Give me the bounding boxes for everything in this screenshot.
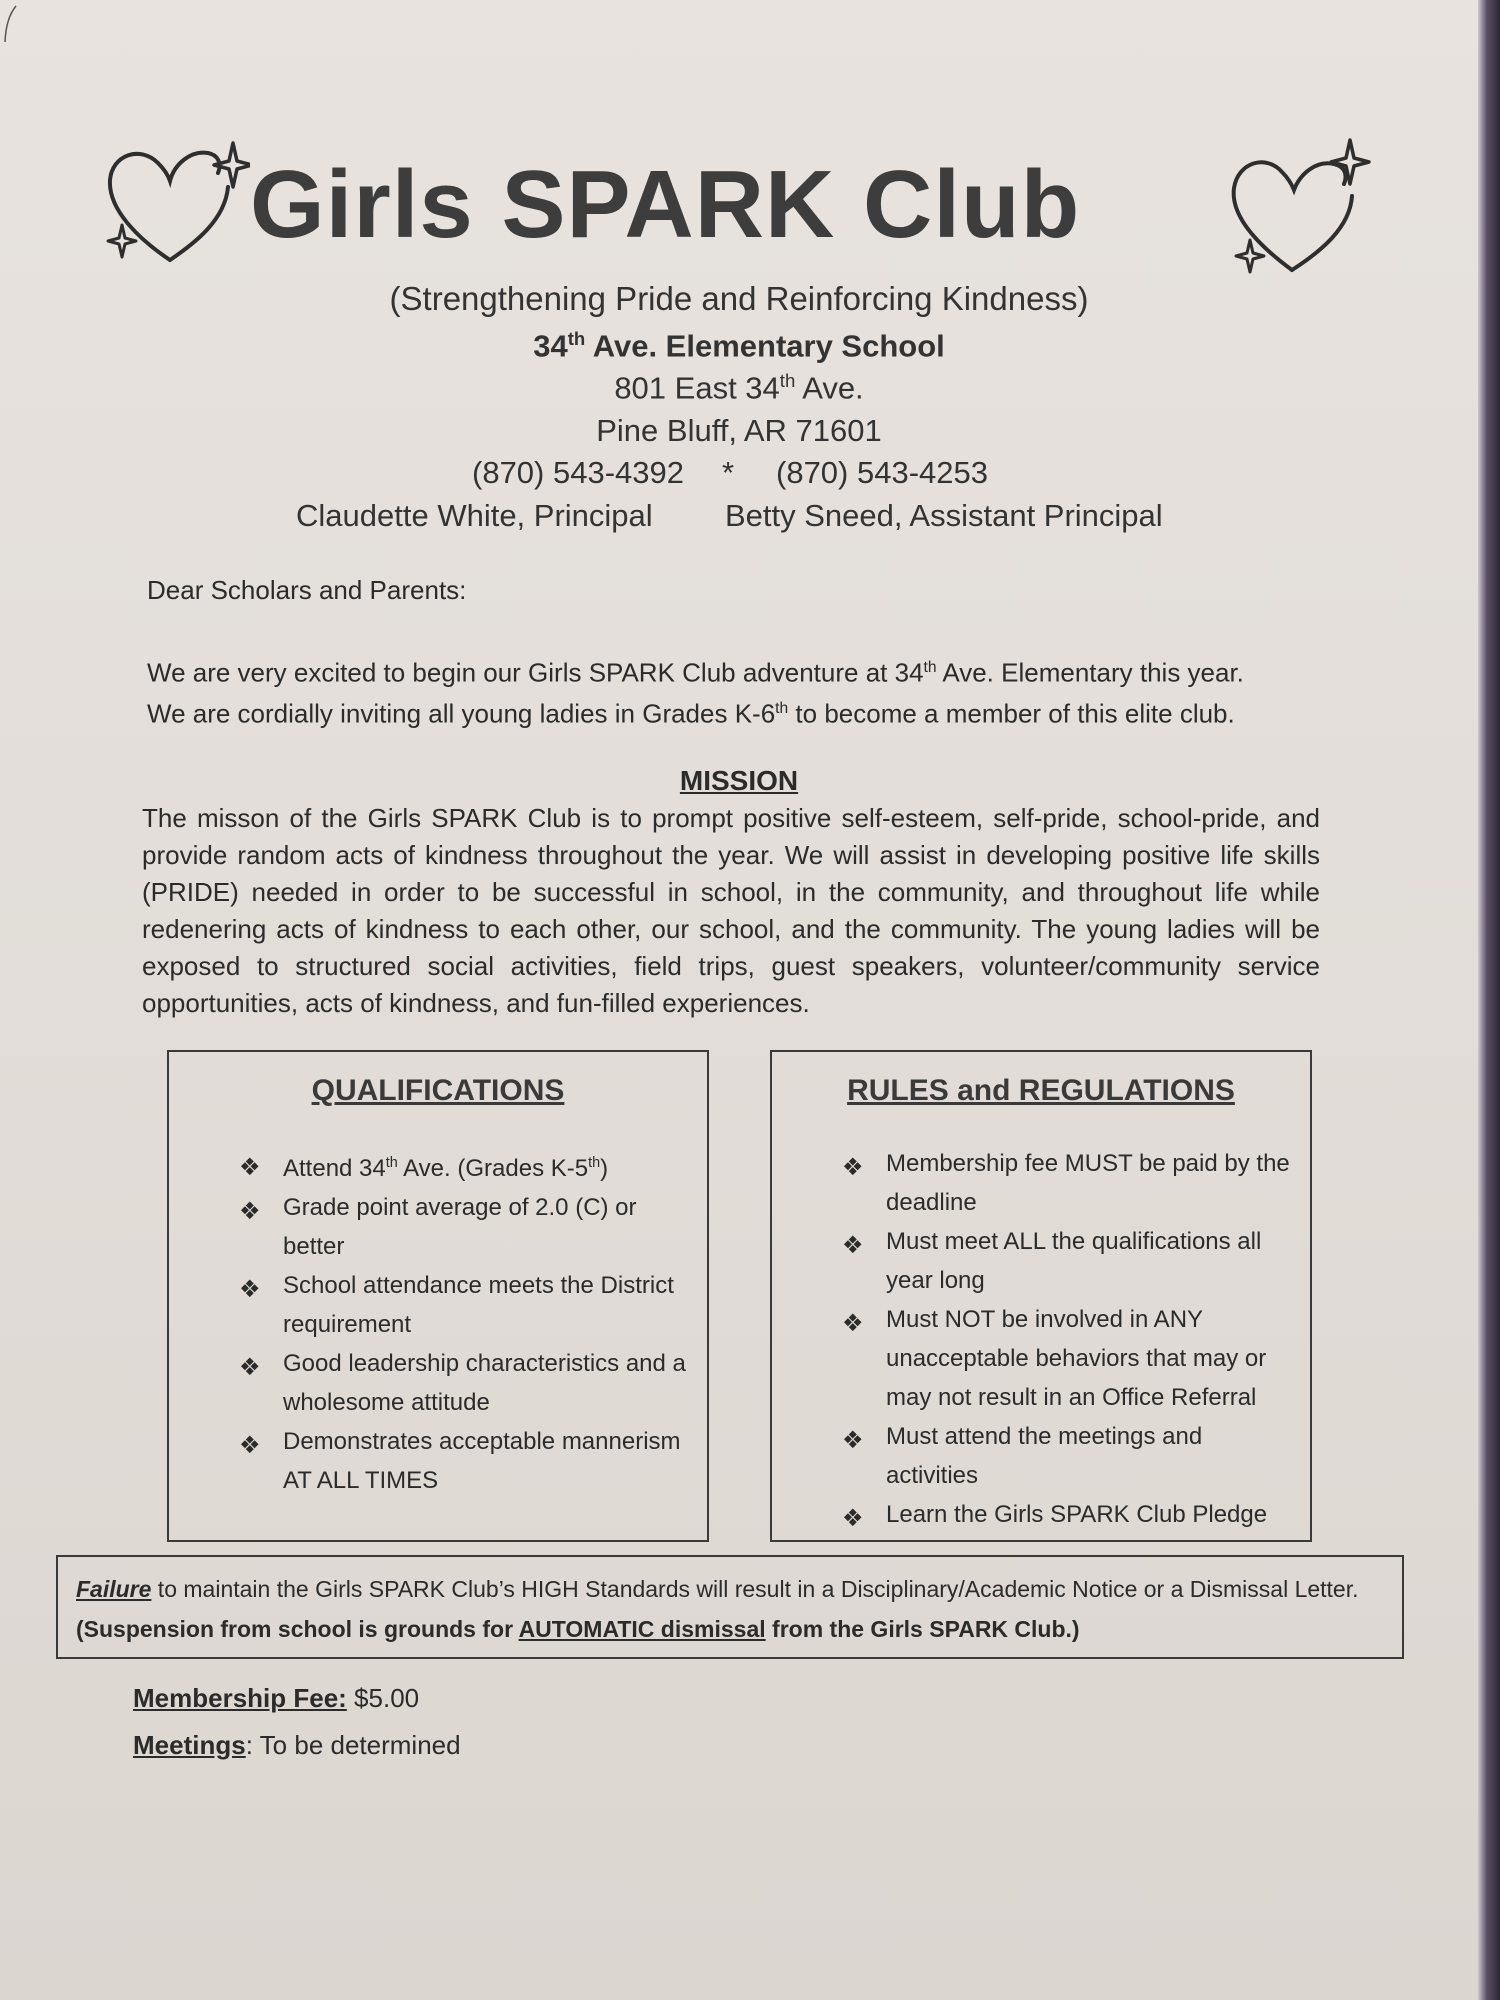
diamond-bullet-icon: ❖ (239, 1198, 261, 1225)
principal-name: Claudette White, Principal (296, 498, 653, 533)
diamond-bullet-icon: ❖ (842, 1154, 864, 1181)
diamond-bullet-icon: ❖ (239, 1432, 261, 1459)
background-edge (1478, 0, 1500, 2000)
school-city: Pine Bluff, AR 71601 (596, 413, 882, 448)
list-item: ❖ Attend 34th Ave. (Grades K-5th) (239, 1144, 689, 1188)
diamond-bullet-icon: ❖ (239, 1154, 261, 1181)
diamond-bullet-icon: ❖ (842, 1427, 864, 1454)
heart-sparkle-icon-left (100, 125, 250, 275)
salutation: Dear Scholars and Parents: (147, 575, 467, 605)
meetings-info: Meetings: To be determined (133, 1730, 461, 1760)
diamond-bullet-icon: ❖ (239, 1354, 261, 1381)
assistant-principal-name: Betty Sneed, Assistant Principal (725, 498, 1163, 533)
phone-2: (870) 543-4253 (776, 455, 988, 490)
list-item: ❖ Demonstrates acceptable mannerism AT ALL TIMES (239, 1428, 681, 1494)
phone-separator: * (722, 455, 735, 490)
list-item: ❖ Grade point average of 2.0 (C) or better (239, 1194, 637, 1260)
diamond-bullet-icon: ❖ (842, 1505, 864, 1532)
list-item: ❖ Must attend the meetings and activities (842, 1423, 1203, 1489)
rules-heading: RULES and REGULATIONS (847, 1074, 1235, 1107)
list-item: ❖ Membership fee MUST be paid by the deadline (842, 1150, 1290, 1216)
qualifications-list (239, 1144, 689, 1500)
list-item: ❖ Learn the Girls SPARK Club Pledge (842, 1495, 1292, 1534)
dismissal-notice: Failure to maintain the Girls SPARK Club’s HIGH Standards will result in a Disciplinary/Academic Notice or a Dismissal Letter. (Suspension from school is grounds for AUTOMATIC dismissal from the Girls SPARK Club.) (56, 1555, 1404, 1659)
heart-sparkle-icon-right (1222, 130, 1372, 280)
school-address: 801 East 34th Ave. (614, 370, 864, 406)
membership-fee: Membership Fee: $5.00 (133, 1683, 420, 1713)
phone-1: (870) 543-4392 (472, 455, 684, 490)
pencil-mark (2, 4, 22, 44)
diamond-bullet-icon: ❖ (842, 1232, 864, 1259)
list-item: ❖ Must meet ALL the qualifications all year long (842, 1228, 1262, 1294)
list-item: ❖ Must NOT be involved in ANY unacceptable behaviors that may or may not result in an Office Referral (842, 1306, 1267, 1411)
school-name: 34th Ave. Elementary School (533, 328, 945, 364)
diamond-bullet-icon: ❖ (239, 1276, 261, 1303)
club-subtitle: (Strengthening Pride and Reinforcing Kindness) (389, 280, 1089, 317)
qualifications-heading: QUALIFICATIONS (311, 1074, 565, 1107)
mission-body: The misson of the Girls SPARK Club is to prompt positive self-esteem, self-pride, school-pride, and provide random acts of kindness throughout the year. We will assist in developing positive life skills (PRIDE) needed in order to be successful in school, in the community, and throughout life while redenering acts of kindness to each other, our school, and the community. The young ladies will be exposed to structured social activities, field trips, guest speakers, volunteer/community service opportunities, acts of kindness, and fun-filled experiences. (142, 803, 1320, 1018)
page-title: Girls SPARK Club (250, 151, 1081, 258)
diamond-bullet-icon: ❖ (842, 1310, 864, 1337)
rules-box (770, 1050, 1312, 1542)
list-item: ❖ Good leadership characteristics and a wholesome attitude (239, 1350, 686, 1416)
intro-paragraph: We are very excited to begin our Girls SPARK Club adventure at 34th Ave. Elementary this year. We are cordially inviting all young ladies in Grades K-6th to become a member of this elite club. (147, 657, 1244, 729)
rules-list (842, 1144, 1292, 1534)
mission-heading: MISSION (679, 765, 799, 796)
qualifications-box (167, 1050, 709, 1542)
list-item: ❖ School attendance meets the District requirement (239, 1272, 674, 1338)
